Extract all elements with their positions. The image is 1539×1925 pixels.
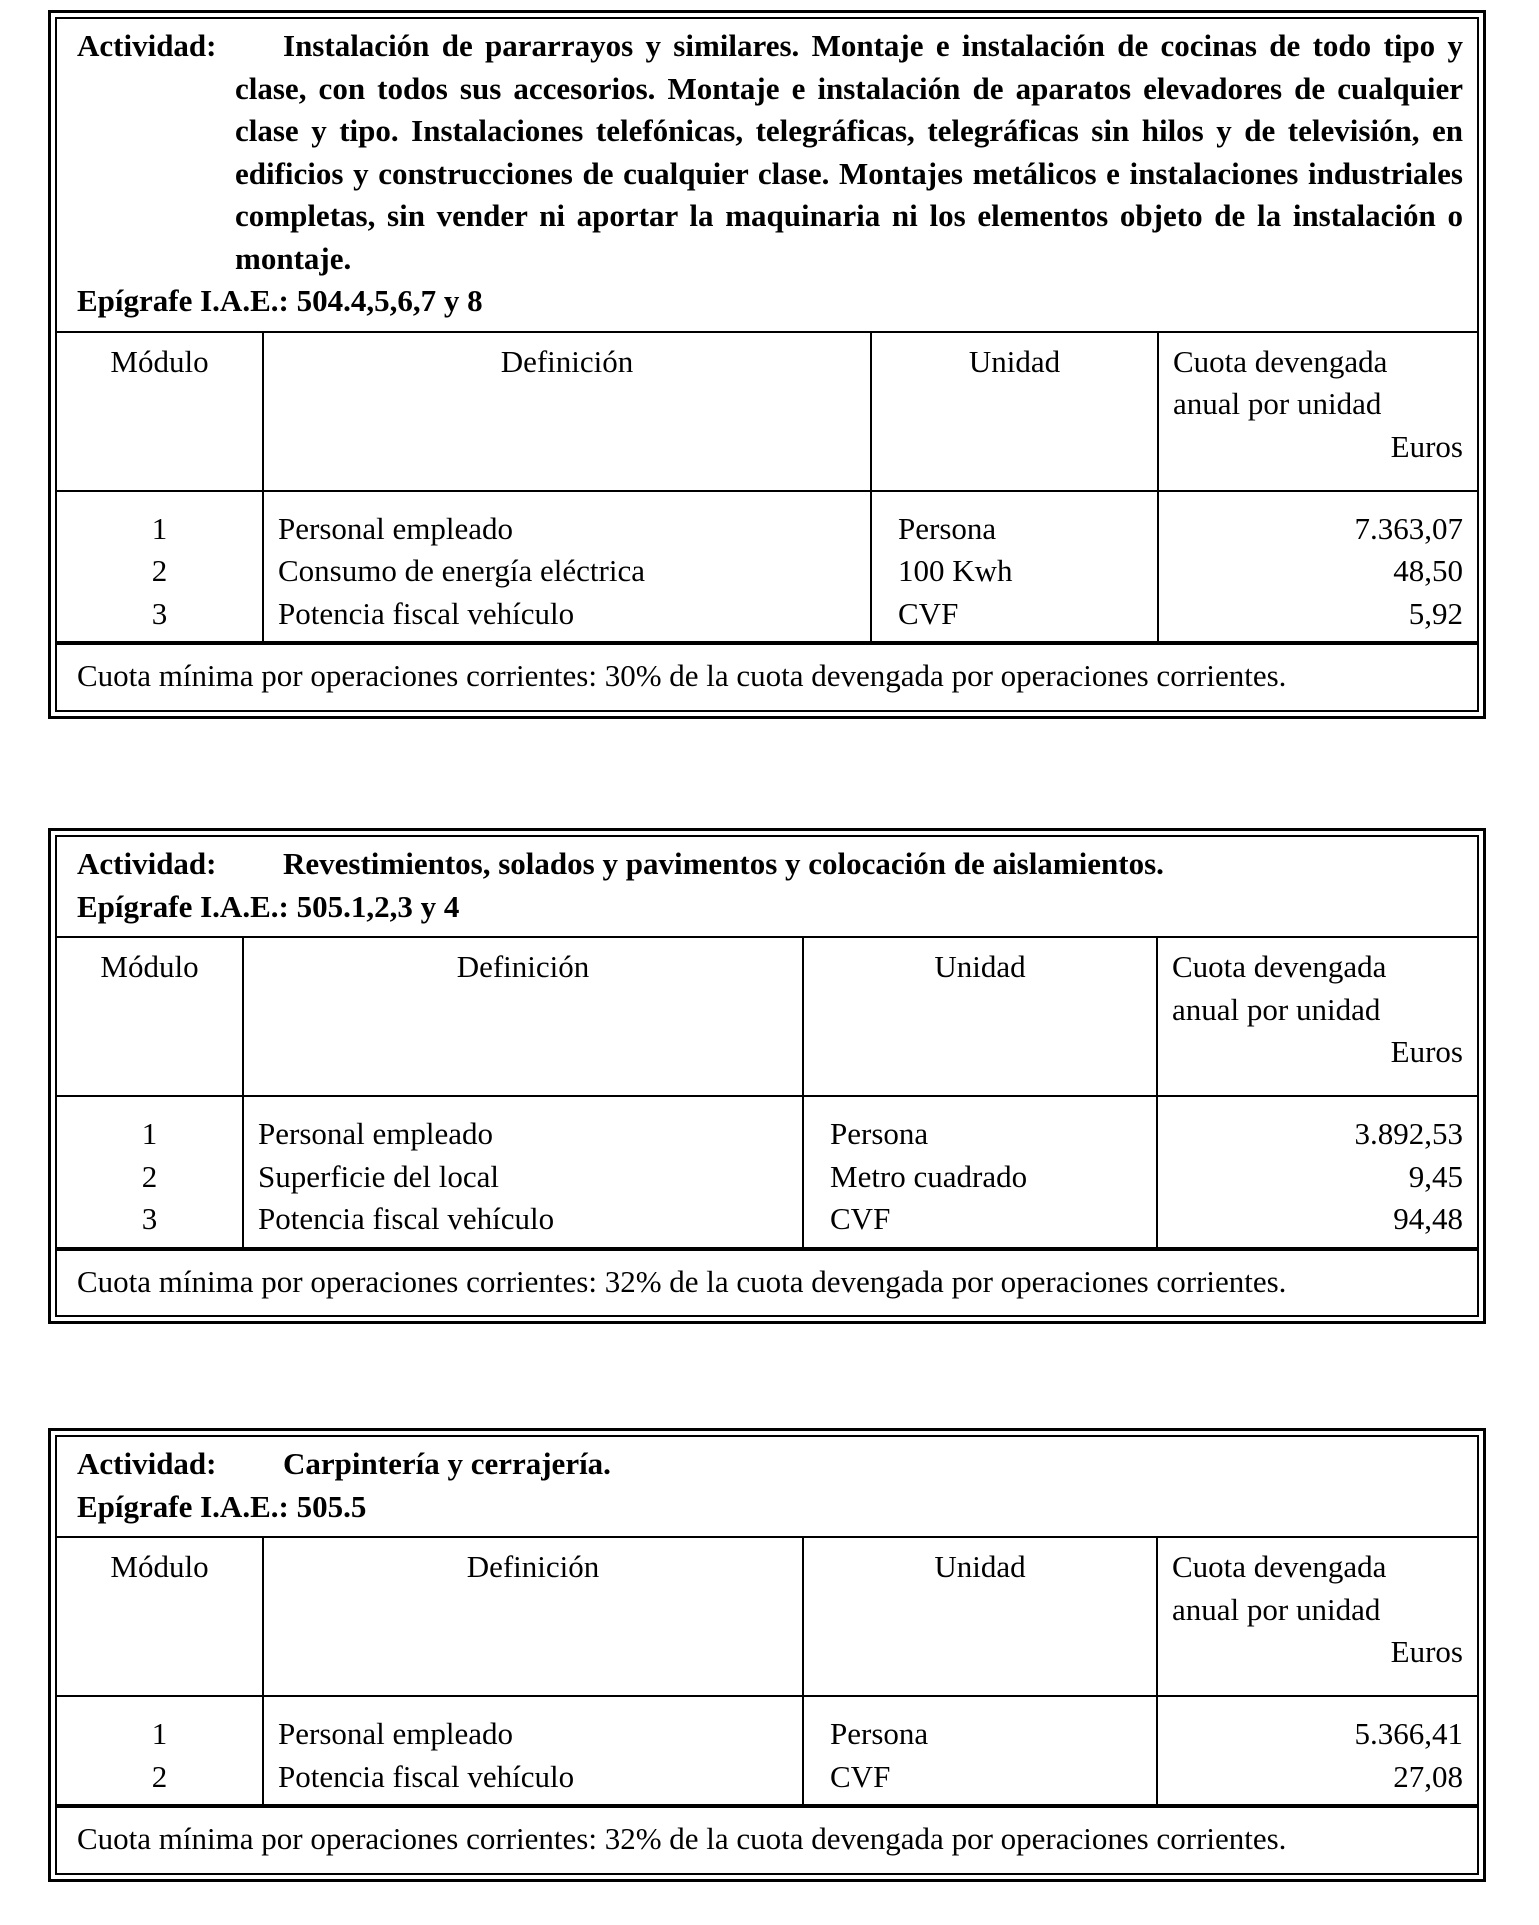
cuota-header-line3: Euros [1390, 428, 1463, 464]
unidad-cell: Metro cuadrado [830, 1158, 1028, 1194]
unidad-cell: Persona [830, 1116, 929, 1151]
cuota-header-line2: anual por unidad [1173, 386, 1382, 421]
modulo-cell: 1 [141, 1116, 158, 1151]
cuota-header-line1: Cuota devengada [1172, 1549, 1387, 1584]
definicion-cell: Superficie del local [258, 1158, 500, 1194]
modulo-cell: 2 [151, 1758, 168, 1794]
definicion-cell: Potencia fiscal vehículo [278, 1758, 575, 1794]
definicion-cell: Personal empleado [278, 510, 514, 546]
activity-header [57, 19, 1477, 331]
activity-block-1 [48, 10, 1486, 719]
cuota-header-line2: anual por unidad [1172, 1591, 1381, 1627]
actividad-text [235, 25, 1463, 280]
col-header-modulo: Módulo [57, 332, 263, 491]
col-header-cuota [1157, 1537, 1477, 1696]
table-header-row [57, 1537, 1477, 1696]
modulo-cell: 1 [151, 1716, 168, 1751]
modules-table [57, 1536, 1477, 1806]
actividad-description: Carpintería y cerrajería. [283, 1446, 611, 1481]
col-header-definicion: Definición [263, 1537, 803, 1696]
cuota-cell: 7.363,07 [1354, 510, 1463, 546]
activity-block-2 [48, 828, 1486, 1324]
col-header-modulo: Módulo [57, 937, 243, 1096]
table-body-row [57, 1696, 1477, 1805]
definicion-cell: Consumo de energía eléctrica [278, 553, 645, 588]
col-header-modulo: Módulo [57, 1537, 263, 1696]
epigrafe: Epígrafe I.A.E.: 504.4,5,6,7 y 8 [77, 283, 483, 318]
cuota-minima-note: Cuota mínima por operaciones corrientes: 32% de la cuota devengada por operaciones corrientes. [57, 1806, 1477, 1873]
unidad-cell: CVF [898, 595, 959, 631]
table-header-row [57, 332, 1477, 491]
cuota-cell: 48,50 [1393, 553, 1463, 588]
modulo-cell: 2 [141, 1158, 158, 1194]
cuota-cell: 3.892,53 [1354, 1116, 1463, 1151]
cuota-header-line3: Euros [1390, 1634, 1463, 1669]
unidad-cell: 100 Kwh [898, 553, 1013, 588]
col-header-unidad: Unidad [803, 1537, 1157, 1696]
cuota-header-line3: Euros [1390, 1034, 1463, 1069]
cuota-minima-note: Cuota mínima por operaciones corrientes: 30% de la cuota devengada por operaciones corrientes. [57, 643, 1477, 710]
table-body-row [57, 1096, 1477, 1248]
col-header-cuota [1158, 332, 1477, 491]
cuota-cell: 9,45 [1408, 1158, 1463, 1194]
col-header-unidad: Unidad [871, 332, 1158, 491]
modulo-cell: 2 [151, 553, 168, 588]
actividad-description: Instalación de pararrayos y similares. Montaje e instalación de cocinas de todo tipo y clase, con todos sus accesorios. Montaje e instalación de aparatos elevadores de cualquier clase y tipo. Instalaciones telefónicas, telegráficas, telegráficas sin hilos y de televisión, en edificios y construcciones de cualquier clase. Montajes metálicos e instalaciones industriales completas, sin vender ni aportar la maquinaria ni los elementos objeto de la instalación o montaje. [235, 28, 1463, 276]
modules-table [57, 936, 1477, 1249]
col-header-unidad: Unidad [803, 937, 1157, 1096]
definicion-cell: Potencia fiscal vehículo [258, 1201, 555, 1236]
cuota-header-line1: Cuota devengada [1173, 343, 1388, 379]
table-header-row [57, 937, 1477, 1096]
unidad-cell: Persona [830, 1716, 929, 1751]
cuota-header-line2: anual por unidad [1172, 991, 1381, 1027]
epigrafe: Epígrafe I.A.E.: 505.1,2,3 y 4 [77, 888, 460, 924]
cuota-cell: 94,48 [1393, 1201, 1463, 1236]
col-header-definicion: Definición [243, 937, 803, 1096]
table-body-row [57, 491, 1477, 643]
cuota-cell: 5,92 [1408, 595, 1463, 631]
cuota-header-line1: Cuota devengada [1172, 949, 1387, 984]
actividad-label: Actividad: [77, 846, 217, 881]
modules-table [57, 331, 1477, 644]
actividad-description: Revestimientos, solados y pavimentos y colocación de aislamientos. [283, 846, 1164, 881]
modulo-cell: 3 [141, 1201, 158, 1236]
actividad-label: Actividad: [77, 28, 217, 63]
actividad-label: Actividad: [77, 1446, 217, 1481]
unidad-cell: Persona [898, 510, 997, 546]
definicion-cell: Personal empleado [258, 1116, 494, 1151]
modulo-cell: 1 [151, 510, 168, 546]
unidad-cell: CVF [830, 1201, 891, 1236]
cuota-minima-note: Cuota mínima por operaciones corrientes: 32% de la cuota devengada por operaciones corrientes. [57, 1249, 1477, 1316]
unidad-cell: CVF [830, 1758, 891, 1794]
definicion-cell: Personal empleado [278, 1716, 514, 1751]
modulo-cell: 3 [151, 595, 168, 631]
cuota-cell: 27,08 [1393, 1758, 1463, 1794]
epigrafe: Epígrafe I.A.E.: 505.5 [77, 1488, 367, 1524]
cuota-cell: 5.366,41 [1354, 1716, 1463, 1751]
activity-header [57, 837, 1477, 936]
activity-header [57, 1437, 1477, 1536]
definicion-cell: Potencia fiscal vehículo [278, 595, 575, 631]
activity-block-3 [48, 1428, 1486, 1882]
col-header-definicion: Definición [263, 332, 871, 491]
col-header-cuota [1157, 937, 1477, 1096]
